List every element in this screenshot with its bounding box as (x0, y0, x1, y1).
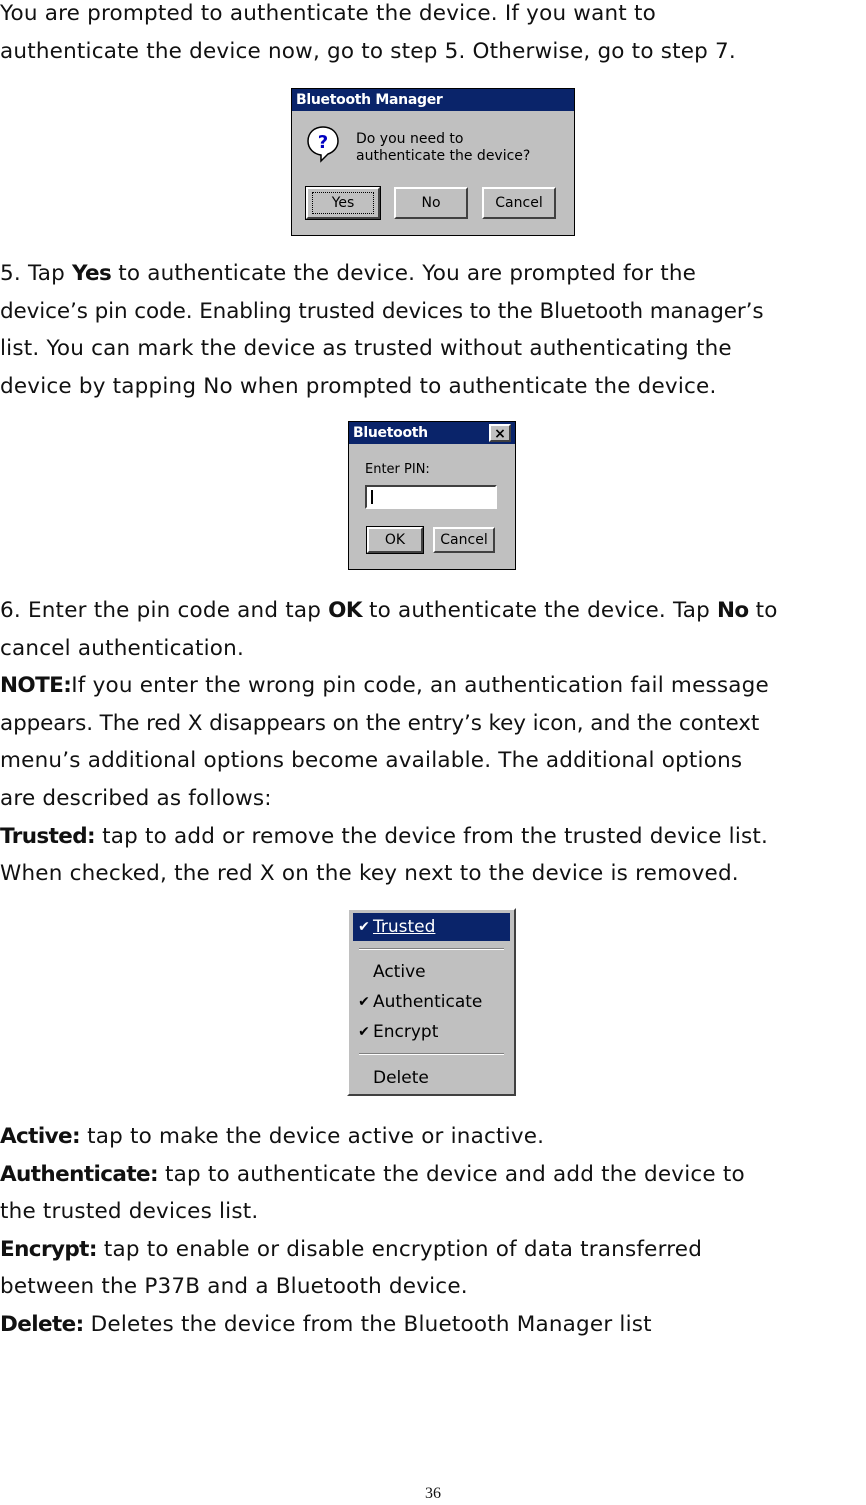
dialog-message (356, 131, 530, 165)
menu-item-label: Active (373, 962, 426, 982)
note-line (0, 667, 866, 705)
yes-button-label: Yes (331, 195, 355, 211)
yes-button[interactable] (306, 187, 380, 219)
step5-bold: Yes (71, 261, 112, 286)
dialog-title: Bluetooth (349, 422, 515, 444)
note-label: NOTE: (0, 673, 72, 699)
no-button-label: No (421, 195, 441, 211)
trusted-line (0, 818, 866, 856)
menu-separator (359, 948, 504, 950)
menu-item-authenticate[interactable] (353, 988, 510, 1016)
authenticate-dialog (291, 88, 575, 236)
intro-line: You are prompted to authenticate the device. If you want to (0, 1, 656, 26)
step6-bold-ok: OK (328, 598, 362, 623)
definition-authenticate (0, 1156, 866, 1194)
text-cursor (371, 490, 373, 504)
check-icon: ✔ (358, 994, 370, 1010)
question-icon (306, 125, 340, 163)
menu-item-trusted[interactable] (353, 913, 510, 941)
step5-line: device’s pin code. Enabling trusted devices to the Bluetooth manager’s (0, 298, 764, 324)
encrypt-label: Encrypt: (0, 1236, 97, 1262)
definitions-paragraph (0, 1118, 866, 1344)
step5-line: device by tapping No when prompted to authenticate the device. (0, 373, 717, 399)
active-text: tap to make the device active or inactive. (80, 1124, 545, 1149)
step6-paragraph (0, 592, 866, 893)
page-number: 36 (425, 1485, 441, 1502)
cancel-button-label: Cancel (440, 532, 488, 548)
dialog-message-line: Do you need to (356, 131, 464, 147)
menu-item-label: Trusted (373, 917, 436, 937)
note-line: appears. The red X disappears on the entry’s key icon, and the context (0, 710, 760, 736)
note-text: If you enter the wrong pin code, an authentication fail message (71, 673, 769, 699)
trusted-line: When checked, the red X on the key next to the device is removed. (0, 861, 739, 887)
definition-authenticate-line2: the trusted devices list. (0, 1199, 259, 1225)
cancel-button[interactable] (433, 527, 495, 553)
menu-item-label: Delete (373, 1068, 429, 1088)
ok-button[interactable] (367, 527, 423, 553)
note-line: menu’s additional options become available. The additional options (0, 748, 743, 774)
close-icon[interactable]: × (489, 424, 511, 442)
step5-line: list. You can mark the device as trusted without authenticating the (0, 336, 732, 362)
pin-input[interactable] (365, 485, 497, 509)
context-menu (347, 908, 516, 1096)
check-icon: ✔ (358, 919, 370, 935)
step6-middle: to authenticate the device. Tap (361, 598, 717, 623)
trusted-text: tap to add or remove the device from the trusted device list. (95, 823, 769, 849)
intro-paragraph (0, 0, 866, 70)
menu-item-label: Encrypt (373, 1022, 439, 1042)
note-line: are described as follows: (0, 785, 272, 811)
trusted-label: Trusted: (0, 823, 96, 849)
cancel-button[interactable] (482, 187, 556, 219)
cancel-button-label: Cancel (495, 195, 543, 211)
step6-bold-no: No (717, 598, 749, 623)
focus-rect (312, 192, 374, 214)
no-button[interactable] (394, 187, 468, 219)
dialog-message-line: authenticate the device? (356, 148, 531, 164)
dialog-title: Bluetooth Manager (292, 89, 574, 111)
step5-rest: to authenticate the device. You are prompted for the (111, 261, 697, 286)
step6-line: cancel authentication. (0, 635, 245, 661)
authenticate-label: Authenticate: (0, 1161, 158, 1187)
delete-text: Deletes the device from the Bluetooth Manager list (83, 1311, 652, 1337)
delete-label: Delete: (0, 1311, 84, 1337)
intro-line: authenticate the device now, go to step 5. Otherwise, go to step 7. (0, 38, 736, 64)
menu-item-active[interactable] (353, 958, 510, 986)
definition-active (0, 1118, 866, 1156)
pin-prompt: Enter PIN: (365, 462, 430, 477)
definition-encrypt-line2: between the P37B and a Bluetooth device. (0, 1274, 468, 1300)
step6-prefix: 6. Enter the pin code and tap (0, 598, 329, 623)
encrypt-text: tap to enable or disable encryption of data transferred (96, 1236, 703, 1262)
menu-item-delete[interactable] (353, 1064, 510, 1092)
active-label: Active: (0, 1124, 81, 1149)
pin-dialog (348, 421, 516, 570)
step5-paragraph (0, 255, 866, 405)
menu-item-encrypt[interactable] (353, 1018, 510, 1046)
definition-encrypt (0, 1231, 866, 1269)
menu-item-label: Authenticate (373, 992, 483, 1012)
step6-suffix: to (748, 598, 778, 623)
step5-prefix: 5. Tap (0, 261, 72, 286)
step5-line (0, 255, 866, 293)
definition-delete (0, 1306, 866, 1344)
authenticate-text: tap to authenticate the device and add the device to (157, 1161, 745, 1187)
ok-button-label: OK (384, 532, 406, 548)
check-icon: ✔ (358, 1024, 370, 1040)
step6-line (0, 592, 866, 630)
menu-separator (359, 1053, 504, 1055)
svg-text:?: ? (317, 132, 329, 153)
